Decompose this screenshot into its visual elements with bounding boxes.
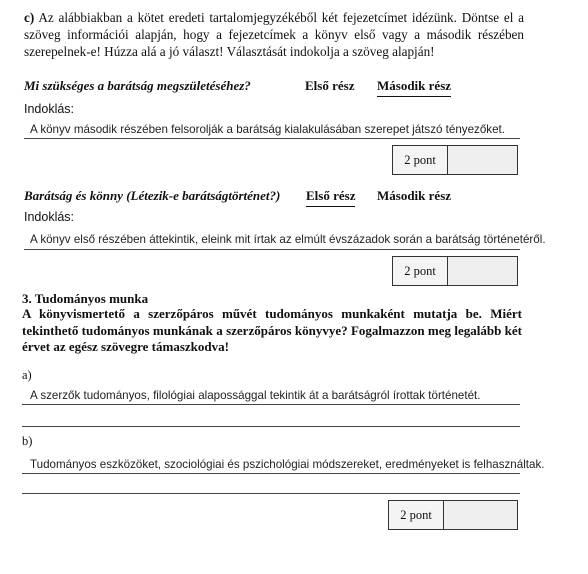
task-c-text: Az alábbiakban a kötet eredeti tartalomjegyzékéből két fejezetcímet idézünk. Döntse el a szöveg információi alapján, hogy a fejezetcímek a könyv első vagy a második részében szerepelnek-e! Húzza alá a jó választ! Választását indokolja a szöveg alapján! bbox=[24, 10, 525, 59]
section3-a-answer[interactable]: A szerzők tudományos, filológiai alapossággal tekintik át a barátságról írottak történetét. bbox=[30, 389, 481, 402]
section3-b-label: b) bbox=[22, 434, 33, 448]
item2-reason-label: Indoklás: bbox=[24, 210, 75, 224]
item2-points-box bbox=[392, 256, 518, 286]
item2-option-second[interactable]: Második rész bbox=[377, 188, 452, 203]
section3-b-line-2 bbox=[22, 493, 520, 494]
item2-answer-line bbox=[24, 249, 520, 250]
section3-score-field[interactable] bbox=[444, 501, 517, 529]
item1-points-box bbox=[392, 145, 518, 175]
item1-answer-line bbox=[24, 138, 520, 139]
item1-points-label: 2 pont bbox=[393, 146, 448, 174]
item2-score-field[interactable] bbox=[448, 257, 517, 285]
task-c-instructions bbox=[24, 9, 524, 60]
section3-b-answer[interactable]: Tudományos eszközöket, szociológiai és pszichológiai módszereket, eredményeket is felhasználtak. bbox=[30, 458, 545, 471]
item2-points-label: 2 pont bbox=[393, 257, 448, 285]
item1-score-field[interactable] bbox=[448, 146, 517, 174]
item1-title: Mi szükséges a barátság megszületéséhez? bbox=[24, 78, 251, 93]
item1-reason-label: Indoklás: bbox=[24, 102, 75, 116]
section3-a-line-2 bbox=[22, 426, 520, 427]
section3-prompt: A könyvismertető a szerzőpáros művét tudományos munkaként mutatja be. Miért tekinthető tudományos munkának a szerzőpáros könyvye? Fogalmazzon meg legalább két érvet az egész szövegre támaszkodva! bbox=[22, 306, 522, 354]
item1-option-second-selected[interactable]: Második rész bbox=[377, 78, 451, 97]
item2-answer[interactable]: A könyv első részében áttekintik, eleink mit írtak az elmúlt évszázadok során a barátság történetéről. bbox=[30, 233, 546, 246]
section3-points-box bbox=[388, 500, 518, 530]
section3-a-line-1 bbox=[22, 404, 520, 405]
section3-b-line-1 bbox=[22, 473, 520, 474]
section3-points-label: 2 pont bbox=[389, 501, 444, 529]
item2-title: Barátság és könny (Létezik-e barátságtörténet?) bbox=[24, 188, 281, 203]
item2-option-first-selected[interactable]: Első rész bbox=[306, 188, 355, 207]
item1-option-first[interactable]: Első rész bbox=[305, 78, 355, 93]
item1-answer[interactable]: A könyv második részében felsorolják a barátság kialakulásában szerepet játszó tényezőket. bbox=[30, 123, 505, 136]
section3-a-label: a) bbox=[22, 368, 32, 382]
section3-title: 3. Tudományos munka bbox=[22, 291, 149, 306]
task-c-label: c) bbox=[24, 10, 35, 25]
